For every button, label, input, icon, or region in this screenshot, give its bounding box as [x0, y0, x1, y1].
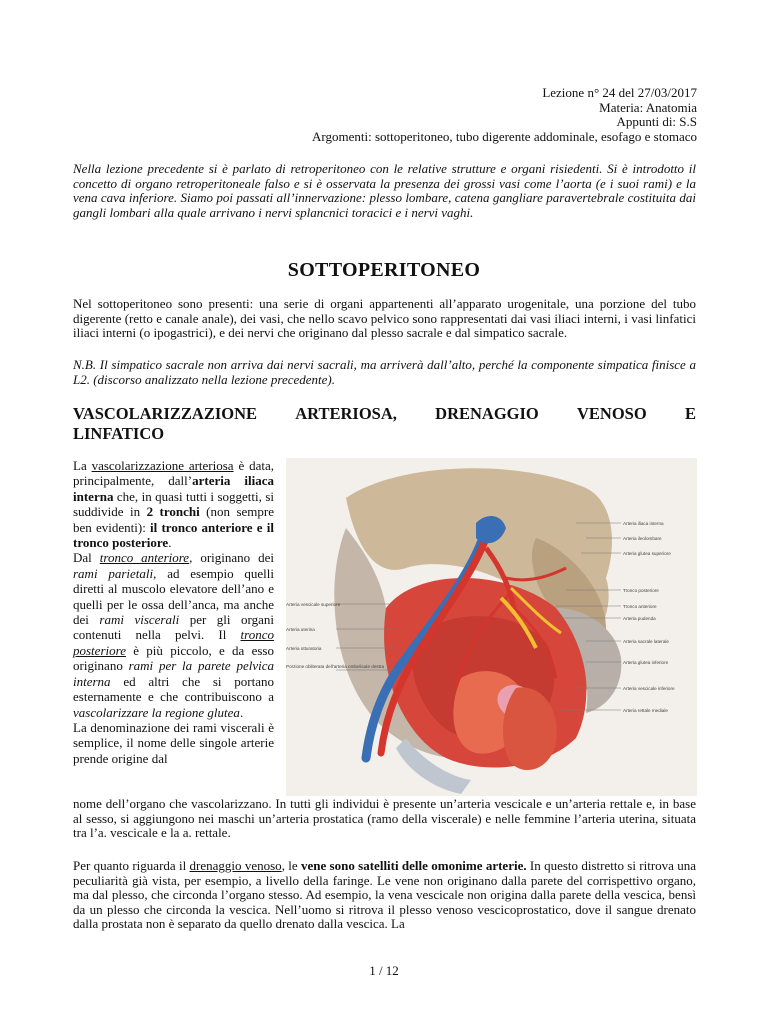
topics-line: Argomenti: sottoperitoneo, tubo digerente addominale, esofago e stomaco: [312, 128, 697, 144]
text-run: per gli organi contenuti nella pelvi. Il: [73, 612, 274, 643]
figure-label: Arteria iliaca interna: [623, 521, 664, 526]
figure-label: Tronco anteriore: [623, 604, 657, 609]
text-run: .: [239, 704, 244, 720]
heading-word: DRENAGGIO: [435, 404, 539, 423]
text-run: Per quanto riguarda il: [73, 858, 190, 873]
nb-note: N.B. Il simpatico sacrale non arriva dai nervi sacrali, ma arriverà dall’alto, perché la componente simpatica finisce a L2. (discorso analizzato nella lezione precedente).: [73, 357, 696, 387]
subsection-heading: [73, 404, 696, 444]
text-run: , ad esempio quelli diretti al muscolo elevatore dell’ano e quelli per le ossa dell’anca, ma anche dei: [73, 565, 274, 628]
text-run: La denominazione dei rami viscerali è semplice, il nome delle singole arterie prende origine dal: [73, 719, 274, 766]
intro-paragraph: Nella lezione precedente si è parlato di retroperitoneo con le relative strutture e organi risiedenti. Si è introdotto il concetto di organo retroperitoneale falso e si è osservata la presenza dei grossi vasi come l’aorta (e i suoi rami) e la vena cava inferiore. Siamo poi passati all’innervazione: plesso lombare, catena gangliare paravertebrale costituita dai gangli lombari alla quale arrivano i nervi splancnici toracici e i nervi vaghi.: [73, 161, 696, 220]
text-run: La: [73, 458, 92, 473]
underlined-term: tronco posteriore: [73, 627, 274, 658]
bold-term: vene sono satelliti delle omonime arterie.: [300, 858, 527, 873]
italic-term: rami per la parete pelvica interna: [73, 658, 274, 689]
figure-label: Arteria uterina: [286, 627, 315, 632]
notes-author-line: Appunti di: S.S: [616, 114, 697, 130]
heading-line-2: LINFATICO: [73, 424, 165, 443]
underlined-term: vascolarizzazione arteriosa: [91, 458, 234, 473]
figure-label: Arteria glutea superiore: [623, 551, 671, 556]
heading-word: E: [684, 404, 696, 423]
text-run: è data, principalmente, dall’: [73, 458, 274, 489]
heading-word: VENOSO: [577, 404, 647, 423]
figure-label: Arteria pudenda: [623, 616, 656, 621]
continuation-paragraph: nome dell’organo che vascolarizzano. In tutti gli individui è presente un’arteria vescicale e un’arteria rettale e, in base al sesso, si aggiungono nei maschi un’arteria prostatica (ramo della viscerale) e nelle femmine l’arteria uterina, situata tra l’a. vescicale e la a. rettale.: [73, 796, 696, 841]
subperitoneum-paragraph: Nel sottoperitoneo sono presenti: una serie di organi appartenenti all’apparato urogenitale, una porzione del tubo digerente (retto e canale anale), dei vasi, che nello scavo pelvico sono rappresentati dai vasi iliaci interni, i vasi linfatici iliaci interni (o ipogastrici), e dei nervi che originano dal plesso sacrale e dal simpatico sacrale.: [73, 296, 696, 341]
heading-word: VASCOLARIZZAZIONE: [73, 404, 257, 423]
italic-term: vascolarizzare la regione glutea: [73, 704, 240, 720]
figure-label: Arteria ileolombare: [623, 536, 662, 541]
lecture-header: [312, 86, 697, 144]
figure-label: Arteria rettale mediale: [623, 708, 668, 713]
bold-term: il tronco anteriore e il tronco posteriore: [73, 519, 274, 551]
underlined-term: tronco anteriore: [99, 550, 190, 566]
venous-drainage-paragraph: [73, 859, 696, 932]
heading-word: ARTERIOSA,: [295, 404, 397, 423]
text-run: , le: [281, 858, 301, 873]
lesson-line: Lezione n° 24 del 27/03/2017: [542, 85, 697, 100]
text-run: , originano dei: [189, 550, 274, 566]
text-run: In questo distretto si ritrova una peculiarità già vista, per esempio, a livello della faringe. Le vene non originano dalla parete del corrispettivo organo, ma dal plesso, che circonda l’organo stesso. Ad esempio, la vena vescicale non origina dalla parete della vescica, bensì da un plesso che circonda la vescica. Nell’uomo si ritrova il plesso venoso vescicoprostatico, dove il sangue drenato dalla prostata non è separato da quello drenato dalla vescica. La: [73, 858, 697, 932]
figure-label: Arteria otturatoria: [286, 646, 322, 651]
text-run: (non sempre ben evidenti):: [73, 504, 274, 535]
bold-term: 2 tronchi: [146, 504, 200, 520]
figure-label: Porzione obliterata dell’arteria ombelicale destra: [286, 664, 385, 669]
pelvic-arteries-figure: [286, 458, 697, 796]
figure-label: Arteria glutea inferiore: [623, 660, 669, 665]
italic-term: rami parietali: [73, 565, 154, 581]
subject-line: Materia: Anatomia: [599, 99, 697, 115]
anatomy-illustration: [286, 458, 697, 796]
underlined-term: drenaggio venoso: [189, 858, 282, 873]
figure-label: Tronco posteriore: [623, 588, 659, 593]
left-column-text: [73, 458, 274, 766]
text-run: ed altri che si portano esternamente e che contribuiscono a: [73, 673, 274, 705]
text-run: che, in quasi tutti i soggetti, si suddivide in: [73, 488, 274, 520]
figure-label: Arteria vescicale inferiore: [623, 686, 675, 691]
bold-term: arteria iliaca interna: [73, 473, 274, 504]
page-number: 1 / 12: [369, 963, 399, 978]
text-run: è più piccolo, e da esso originano: [73, 642, 274, 674]
figure-label: Arteria sacrale laterale: [623, 639, 669, 644]
italic-term: rami viscerali: [99, 612, 180, 628]
text-run: .: [168, 535, 172, 551]
section-title: SOTTOPERITONEO: [287, 259, 481, 281]
text-run: Dal: [73, 550, 100, 566]
figure-label: Arteria vescicale superiore: [286, 602, 341, 607]
